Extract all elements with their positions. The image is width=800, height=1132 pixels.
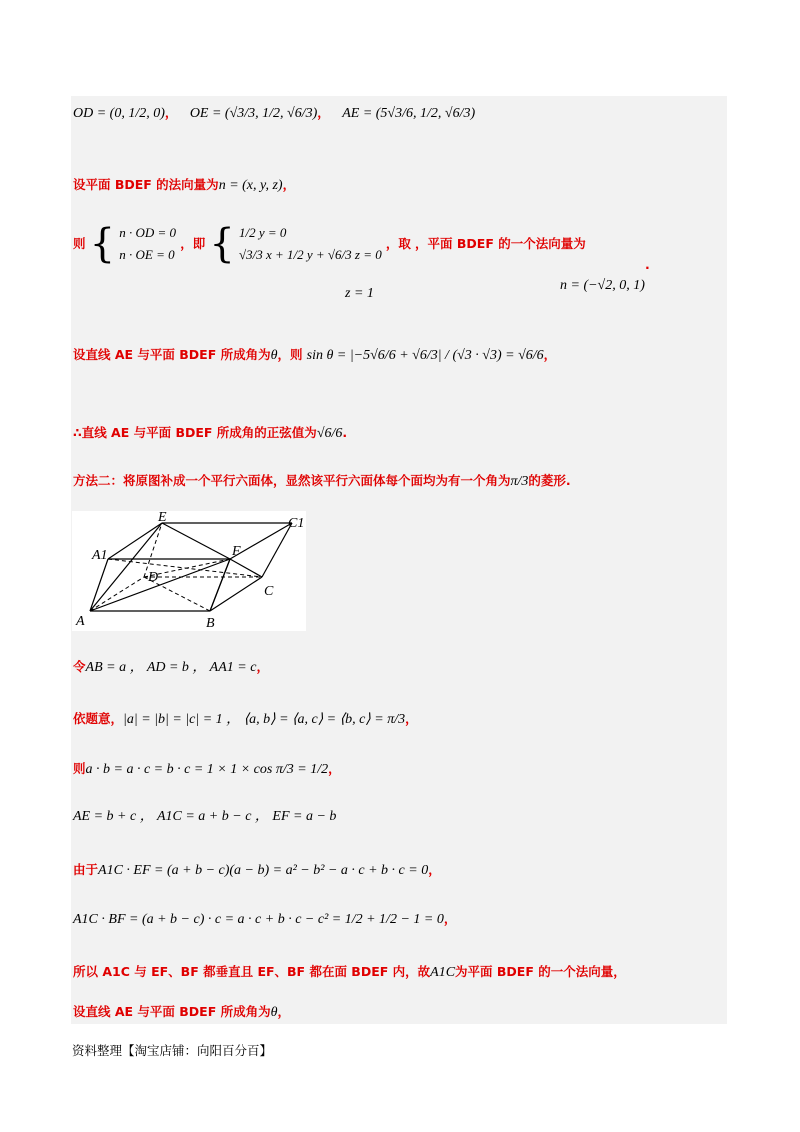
ling-text: 令 (73, 659, 86, 674)
normal-conclusion-line (73, 963, 626, 982)
label-c: C (264, 584, 274, 599)
perp-expr-2: A1C · BF = (a + b − c) · c = a · c + b · c − c² = 1/2 + 1/2 − 1 = 0 (73, 912, 444, 927)
sin-theta-expr: sin θ = |−5√6/6 + √6/3| / (√3 · √3) = √6/6 (306, 348, 544, 363)
conclusion-line (73, 424, 347, 443)
angle-value: π/3 (510, 474, 529, 489)
conclusion-text: ∴直线 AE 与平面 BDEF 所成角的正弦值为 (73, 425, 317, 440)
z-value: z = 1 (345, 286, 374, 301)
theta: θ (270, 348, 278, 363)
parallelepiped-figure (72, 511, 306, 631)
label-d: D (148, 570, 159, 585)
label-a1: A1 (92, 548, 108, 563)
label-b: B (206, 616, 215, 631)
punct: . (342, 425, 348, 440)
method-two-text: 方法二：将原图补成一个平行六面体，显然该平行六面体每个面均为有一个角为 (73, 473, 511, 488)
ji-text: ，即 (180, 236, 206, 251)
left-brace-1: { (89, 221, 116, 267)
vector-line-1 (73, 104, 475, 123)
youyu-text: 由于 (73, 862, 99, 877)
system-1 (119, 222, 176, 266)
normal-text: ，平面 BDEF 的一个法向量为 (415, 236, 586, 251)
perp-line-2 (73, 910, 456, 929)
separator: ， (317, 105, 330, 120)
sin-theta-line (73, 346, 556, 365)
label-a: A (76, 614, 85, 629)
qu-text: ，取 (385, 236, 411, 251)
system-2 (239, 222, 382, 266)
vector-od: OD = (0, 1/2, 0) (73, 106, 165, 121)
system-line (73, 222, 586, 302)
punct: ， (543, 347, 557, 362)
punct: ， (443, 911, 457, 926)
normal-conclusion-end: 为平面 BDEF 的一个法向量， (455, 964, 626, 979)
method-two-end: 的菱形. (528, 473, 571, 488)
angle-text: 设直线 AE 与平面 BDEF 所成角为 (73, 1004, 271, 1019)
system-2-eq2: √3/3 x + 1/2 y + √6/3 z = 0 (238, 247, 382, 262)
normal-vector-text: 设平面 BDEF 的法向量为 (73, 177, 219, 192)
given-text: 依题意， (73, 711, 124, 726)
angle-line (73, 1003, 290, 1022)
footer: 资料整理【淘宝店铺：向阳百分百】 (72, 1043, 273, 1058)
punct: ， (282, 177, 296, 192)
ze-text: 则 (73, 761, 86, 776)
perp-line-1 (73, 861, 441, 880)
let-line (73, 658, 269, 677)
a1c-vector: A1C (430, 965, 456, 980)
normal-vector-value: n = (−√2, 0, 1) (560, 278, 645, 293)
left-brace-2: { (209, 221, 235, 267)
normal-vector-line (73, 176, 295, 195)
label-f: F (232, 544, 241, 559)
vector-ae: AE = (5√3/6, 1/2, √6/3) (342, 106, 476, 121)
normal-conclusion-text: 所以 A1C 与 EF、BF 都垂直且 EF、BF 都在面 BDEF 内，故 (73, 964, 431, 979)
punct: . (645, 257, 650, 272)
ze-text: 则 (73, 236, 86, 251)
punct: ， (328, 761, 341, 776)
given-line (73, 710, 418, 729)
normal-vector-expr: n = (x, y, z) (218, 178, 283, 193)
dot-product-line (73, 760, 341, 779)
system-2-eq1: 1/2 y = 0 (238, 225, 287, 240)
method-two-line (73, 472, 571, 491)
system-1-eq1: n · OD = 0 (119, 225, 177, 240)
theta: θ (270, 1005, 278, 1020)
let-expr: AB = a ， AD = b ， AA1 = c (85, 660, 257, 675)
label-e: E (158, 511, 167, 525)
punct: ， (428, 862, 441, 877)
perp-expr-1: A1C · EF = (a + b − c)(a − b) = a² − b² − a · c + b · c = 0 (98, 863, 429, 878)
vector-expr: AE = b + c ， A1C = a + b − c ， EF = a − b (73, 809, 337, 824)
label-c1: C1 (288, 516, 305, 531)
dot-product-expr: a · b = a · c = b · c = 1 × 1 × cos π/3 = 1/2 (85, 762, 329, 777)
punct: ， (256, 659, 269, 674)
given-expr: |a| = |b| = |c| = 1 ， ⟨a, b⟩ = ⟨a, c⟩ = ⟨b, c⟩ = π/3 (123, 712, 406, 727)
punct: ， (277, 1004, 291, 1019)
vector-line-2 (73, 808, 336, 826)
separator: ， (164, 105, 178, 120)
ze-text: ，则 (277, 347, 303, 362)
parallelepiped-svg (72, 511, 306, 631)
system-1-eq2: n · OE = 0 (119, 247, 175, 262)
vector-oe: OE = (√3/3, 1/2, √6/3) (189, 106, 318, 121)
sine-value: √6/6 (316, 426, 343, 441)
angle-text: 设直线 AE 与平面 BDEF 所成角为 (73, 347, 271, 362)
punct: ， (405, 711, 418, 726)
